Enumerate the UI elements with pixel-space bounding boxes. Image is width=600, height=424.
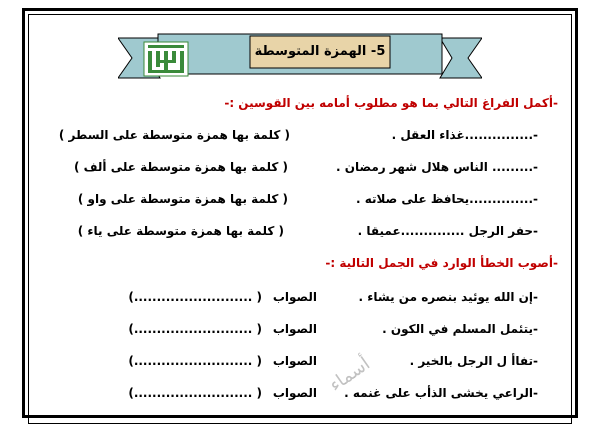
hint-2: ( كلمة بها همزة متوسطة على ألف ) bbox=[73, 160, 288, 174]
answer-label-2: الصواب bbox=[272, 322, 317, 336]
section1-heading: -أكمل الفراغ التالي بما هو مطلوب أمامه بين القوسين :- bbox=[224, 96, 558, 110]
error-sentence-3: -تفاأ ل الرجل بالخير . bbox=[409, 354, 538, 368]
error-sentence-2: -يتئمل المسلم في الكون . bbox=[382, 322, 538, 336]
blank-sentence-4: -حفر الرجل ..............عميقا . bbox=[357, 224, 538, 238]
hint-3: ( كلمة بها همزة متوسطة على واو ) bbox=[77, 192, 288, 206]
blank-sentence-3: -..............يحافظ على صلاته . bbox=[356, 192, 538, 206]
section2-heading: -أصوب الخطأ الوارد في الجمل التالية :- bbox=[325, 256, 558, 270]
watermark-signature bbox=[300, 340, 400, 400]
blank-sentence-1: -...............غذاء العقل . bbox=[391, 128, 538, 142]
answer-blank-1: ( ..........................) bbox=[128, 290, 262, 304]
page-title: 5- الهمزة المتوسطة bbox=[254, 44, 386, 59]
hint-1: ( كلمة بها همزة متوسطة على السطر ) bbox=[58, 128, 290, 142]
answer-label-1: الصواب bbox=[272, 290, 317, 304]
answer-blank-4: ( ..........................) bbox=[128, 386, 262, 400]
blank-sentence-2: -......... الناس هلال شهر رمضان . bbox=[336, 160, 538, 174]
error-sentence-4: -الراعي يخشى الذأب على غنمه . bbox=[344, 386, 538, 400]
answer-blank-2: ( ..........................) bbox=[128, 322, 262, 336]
error-sentence-1: -إن الله يوئيد بنصره من يشاء . bbox=[358, 290, 538, 304]
answer-label-3: الصواب bbox=[272, 354, 317, 368]
svg-text:أسماء: أسماء bbox=[325, 353, 374, 396]
answer-blank-3: ( ..........................) bbox=[128, 354, 262, 368]
hint-4: ( كلمة بها همزة متوسطة على ياء ) bbox=[77, 224, 284, 238]
answer-label-4: الصواب bbox=[272, 386, 317, 400]
